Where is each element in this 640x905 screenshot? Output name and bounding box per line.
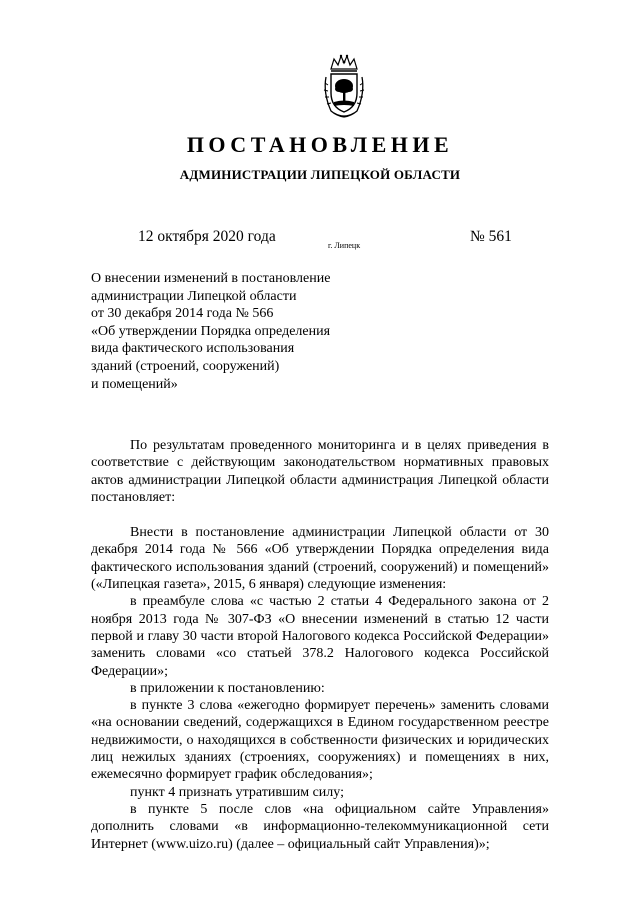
body-paragraph: Внести в постановление администрации Липецкой области от 30 декабря 2014 года № 566 «Об утверждении Порядка определения вида фактического использования зданий (строений, сооружений) и помещений» («Липецкая газета», 2015, 6 января) следующие изменения: (91, 525, 549, 593)
subject-line: вида фактического использования (91, 341, 295, 357)
subject-line: «Об утверждении Порядка определения (91, 323, 331, 339)
subject-line: и помещений» (91, 376, 178, 392)
body-paragraph: По результатам проведенного мониторинга и в целях приведения в соответствие с действующим законодательством нормативных правовых актов администрации Липецкой области администрация Липецкой области постановляет: (91, 438, 549, 505)
body-paragraph: в приложении к постановлению: (130, 680, 325, 696)
document-body (91, 437, 549, 853)
subject-line: от 30 декабря 2014 года № 566 (91, 306, 274, 322)
subject-line: зданий (строений, сооружений) (91, 358, 280, 374)
body-paragraph: в пункте 3 слова «ежегодно формирует перечень» заменить словами «на основании сведений, содержащихся в Едином государственном реестре недвижимости, о находящихся в собственности физических и юридических лиц нежилых зданиях (строениях, сооружениях) и помещениях в них, ежемесячно формирует график обследования»; (91, 698, 549, 783)
subject-line: О внесении изменений в постановление (91, 271, 331, 286)
body-paragraph: пункт 4 признать утратившим силу; (130, 784, 344, 800)
document-city: г. Липецк (328, 241, 361, 250)
document-type-title: ПОСТАНОВЛЕНИЕ (186, 132, 454, 157)
document-date: 12 октября 2020 года (138, 228, 276, 245)
body-paragraph: в преамбуле слова «с частью 2 статьи 4 Федерального закона от 2 ноября 2013 года № 307-ФЗ «О внесении изменений в статью 12 части первой и главу 30 части второй Налогового кодекса Российской Федерации» заменить словами «со статьей 378.2 Налогового кодекса Российской Федерации»; (91, 594, 549, 679)
body-paragraph: в пункте 5 после слов «на официальном сайте Управления» дополнить словами «в информационно-телекоммуникационной сети Интернет (www.uizo.ru) (далее – официальный сайт Управления)»; (91, 801, 549, 852)
document-number: № 561 (470, 228, 512, 245)
issuing-organization: АДМИНИСТРАЦИИ ЛИПЕЦКОЙ ОБЛАСТИ (179, 167, 461, 182)
coat-of-arms-icon (322, 53, 366, 119)
document-subject (91, 270, 391, 393)
subject-line: администрации Липецкой области (91, 288, 297, 304)
